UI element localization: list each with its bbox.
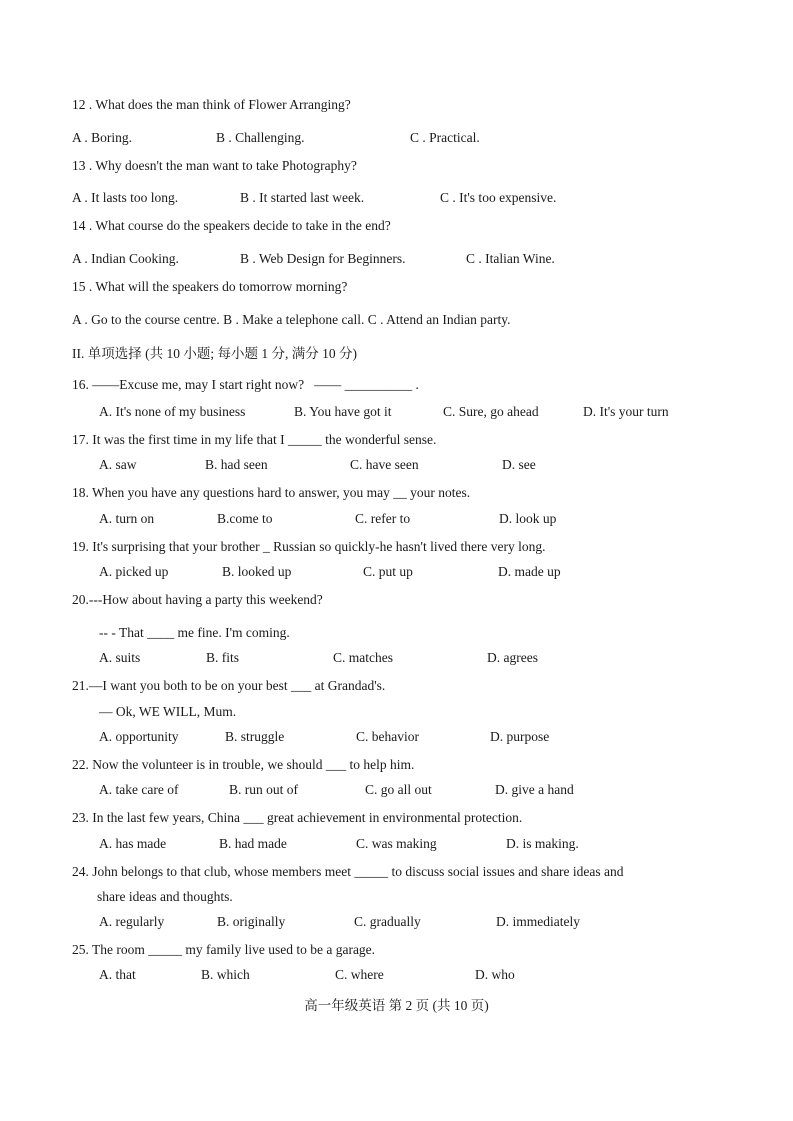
option-23-c: C. was making <box>356 836 437 851</box>
option-22-a: A. take care of <box>99 782 179 797</box>
options-15: A . Go to the course centre. B . Make a telephone call. C . Attend an Indian party. <box>72 312 511 327</box>
option-18-a: A. turn on <box>99 511 155 526</box>
option-18-d: D. look up <box>499 511 557 526</box>
option-14-a: A . Indian Cooking. <box>72 251 179 266</box>
option-13-a: A . It lasts too long. <box>72 190 179 205</box>
option-12-a: A . Boring. <box>72 130 133 145</box>
option-19-b: B. looked up <box>222 564 292 579</box>
question-14: 14 . What course do the speakers decide to take in the end? <box>72 218 391 233</box>
option-21-d: D. purpose <box>490 729 550 744</box>
question-21: 21.—I want you both to be on your best ___ at Grandad's. <box>72 678 386 693</box>
option-22-c: C. go all out <box>365 782 432 797</box>
option-23-a: A. has made <box>99 836 167 851</box>
option-12-c: C . Practical. <box>410 130 480 145</box>
option-23-d: D. is making. <box>506 836 579 851</box>
option-22-d: D. give a hand <box>495 782 574 797</box>
question-24-cont: share ideas and thoughts. <box>97 889 233 904</box>
option-20-a: A. suits <box>99 650 141 665</box>
option-21-c: C. behavior <box>356 729 419 744</box>
question-15: 15 . What will the speakers do tomorrow morning? <box>72 279 348 294</box>
option-19-a: A. picked up <box>99 564 169 579</box>
option-22-b: B. run out of <box>229 782 298 797</box>
option-24-b: B. originally <box>217 914 286 929</box>
option-25-a: A. that <box>99 967 136 982</box>
option-25-b: B. which <box>201 967 250 982</box>
option-18-c: C. refer to <box>355 511 411 526</box>
option-21-a: A. opportunity <box>99 729 179 744</box>
option-12-b: B . Challenging. <box>216 130 305 145</box>
option-18-b: B.come to <box>217 511 273 526</box>
option-16-b: B. You have got it <box>294 404 392 419</box>
question-21-reply: — Ok, WE WILL, Mum. <box>99 704 237 719</box>
option-24-c: C. gradually <box>354 914 421 929</box>
question-19: 19. It's surprising that your brother _ Russian so quickly-he hasn't lived there very long. <box>72 539 546 554</box>
option-25-d: D. who <box>475 967 515 982</box>
option-13-b: B . It started last week. <box>240 190 365 205</box>
option-20-d: D. agrees <box>487 650 538 665</box>
option-14-b: B . Web Design for Beginners. <box>240 251 406 266</box>
question-16: 16. ——Excuse me, may I start right now? —— __________ . <box>72 377 419 392</box>
option-16-c: C. Sure, go ahead <box>443 404 539 419</box>
question-23: 23. In the last few years, China ___ great achievement in environmental protection. <box>72 810 523 825</box>
option-17-d: D. see <box>502 457 536 472</box>
question-25: 25. The room _____ my family live used to be a garage. <box>72 942 376 957</box>
option-17-c: C. have seen <box>350 457 419 472</box>
question-18: 18. When you have any questions hard to answer, you may __ your notes. <box>72 485 471 500</box>
question-13: 13 . Why doesn't the man want to take Photography? <box>72 158 357 173</box>
option-20-c: C. matches <box>333 650 393 665</box>
option-17-b: B. had seen <box>205 457 268 472</box>
option-24-a: A. regularly <box>99 914 165 929</box>
option-19-c: C. put up <box>363 564 413 579</box>
option-17-a: A. saw <box>99 457 137 472</box>
page-footer: 高一年级英语 第 2 页 (共 10 页) <box>304 998 489 1013</box>
option-16-a: A. It's none of my business <box>99 404 246 419</box>
option-25-c: C. where <box>335 967 384 982</box>
option-24-d: D. immediately <box>496 914 580 929</box>
question-20-reply: -- - That ____ me fine. I'm coming. <box>99 625 290 640</box>
option-19-d: D. made up <box>498 564 561 579</box>
option-13-c: C . It's too expensive. <box>440 190 557 205</box>
question-24: 24. John belongs to that club, whose members meet _____ to discuss social issues and share ideas and <box>72 864 624 879</box>
option-16-d: D. It's your turn <box>583 404 669 419</box>
question-12: 12 . What does the man think of Flower Arranging? <box>72 97 351 112</box>
option-20-b: B. fits <box>206 650 240 665</box>
option-14-c: C . Italian Wine. <box>466 251 555 266</box>
option-23-b: B. had made <box>219 836 287 851</box>
option-21-b: B. struggle <box>225 729 285 744</box>
section-heading: II. 单项选择 (共 10 小题; 每小题 1 分, 满分 10 分) <box>72 346 357 361</box>
question-20: 20.---How about having a party this weekend? <box>72 592 323 607</box>
question-22: 22. Now the volunteer is in trouble, we should ___ to help him. <box>72 757 415 772</box>
question-17: 17. It was the first time in my life that I _____ the wonderful sense. <box>72 432 437 447</box>
